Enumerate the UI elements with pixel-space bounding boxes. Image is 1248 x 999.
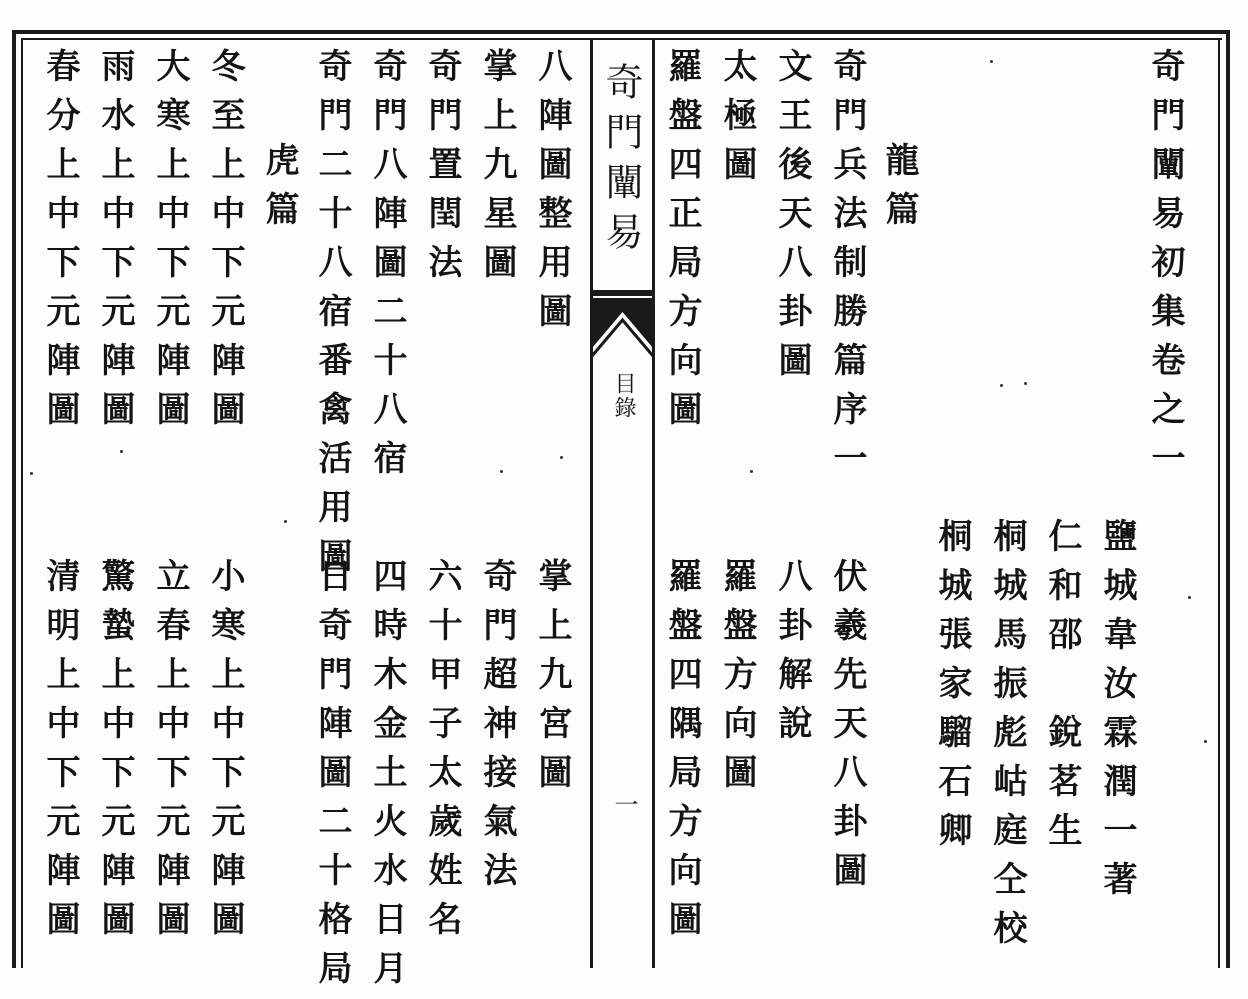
toc-entry-top: 文王後天八卦圖 [772, 48, 812, 391]
toc-entry-top: 羅盤四正局方向圖 [662, 48, 702, 440]
toc-entry-bottom: 伏羲先天八卦圖 [827, 558, 867, 901]
toc-entry-bottom: 小寒上中下元陣圖 [205, 558, 245, 950]
author-line-2: 仁和邵 銳茗生 [1042, 518, 1082, 861]
scan-speck [750, 470, 753, 473]
fishtail-ornament [592, 290, 653, 360]
toc-entry-top: 太極圖 [717, 48, 757, 195]
toc-entry-bottom: 驚蟄上中下元陣圖 [95, 558, 135, 950]
right-inner-border [1218, 38, 1220, 968]
section-heading-dragon: 龍篇 [879, 142, 919, 240]
section-heading-tiger: 虎篇 [259, 142, 299, 240]
toc-entry-top: 冬至上中下元陣圖 [205, 48, 245, 440]
toc-entry-top: 奇門兵法制勝篇序一 [827, 48, 867, 489]
toc-entry-bottom: 清明上中下元陣圖 [40, 558, 80, 950]
scan-speck [120, 450, 123, 453]
toc-entry-top: 春分上中下元陣圖 [40, 48, 80, 440]
scan-speck [1188, 596, 1191, 599]
spine-book-title: 奇門闡易 [599, 62, 643, 262]
scan-speck [1204, 740, 1207, 743]
author-line-4: 桐城張家騮石卿 [932, 518, 972, 861]
spine-section-label: 目錄 [611, 372, 636, 420]
toc-entry-bottom: 日奇門陣圖二十格局 [312, 558, 352, 999]
toc-entry-top: 大寒上中下元陣圖 [150, 48, 190, 440]
scan-speck [1024, 382, 1027, 385]
toc-entry-top: 雨水上中下元陣圖 [95, 48, 135, 440]
spine-right-line [652, 38, 655, 968]
scan-speck [284, 520, 287, 523]
scan-speck [560, 456, 563, 459]
right-border [1226, 30, 1230, 968]
toc-entry-bottom: 六十甲子太歲姓名 [422, 558, 462, 950]
author-line-3: 桐城馬振彪岵庭仝校 [987, 518, 1027, 959]
left-inner-border [21, 38, 23, 968]
toc-entry-top: 奇門八陣圖二十八宿 [367, 48, 407, 489]
toc-entry-top: 八陣圖整用圖 [532, 48, 572, 342]
toc-entry-top: 奇門置閏法 [422, 48, 462, 293]
toc-entry-bottom: 掌上九宮圖 [532, 558, 572, 803]
left-border [12, 30, 16, 968]
toc-entry-bottom: 八卦解說 [772, 558, 812, 754]
top-inner-border [22, 38, 1222, 40]
scan-speck [500, 470, 503, 473]
toc-entry-bottom: 羅盤方向圖 [717, 558, 757, 803]
spine-folio-number: 一 [610, 792, 638, 816]
toc-entry-top: 奇門二十八宿番禽活用圖 [312, 48, 352, 587]
top-border [12, 30, 1230, 34]
toc-entry-bottom: 羅盤四隅局方向圖 [662, 558, 702, 950]
author-line-1: 鹽城韋汝霖潤一著 [1097, 518, 1137, 910]
volume-title: 奇門闡易初集卷之一 [1145, 48, 1185, 489]
spine-left-line [590, 38, 593, 968]
scan-speck [30, 472, 33, 475]
toc-entry-top: 掌上九星圖 [477, 48, 517, 293]
toc-entry-bottom: 立春上中下元陣圖 [150, 558, 190, 950]
toc-entry-bottom: 四時木金土火水日月 [367, 558, 407, 999]
scan-speck [990, 60, 993, 63]
toc-entry-bottom: 奇門超神接氣法 [477, 558, 517, 901]
scan-speck [1000, 384, 1003, 387]
